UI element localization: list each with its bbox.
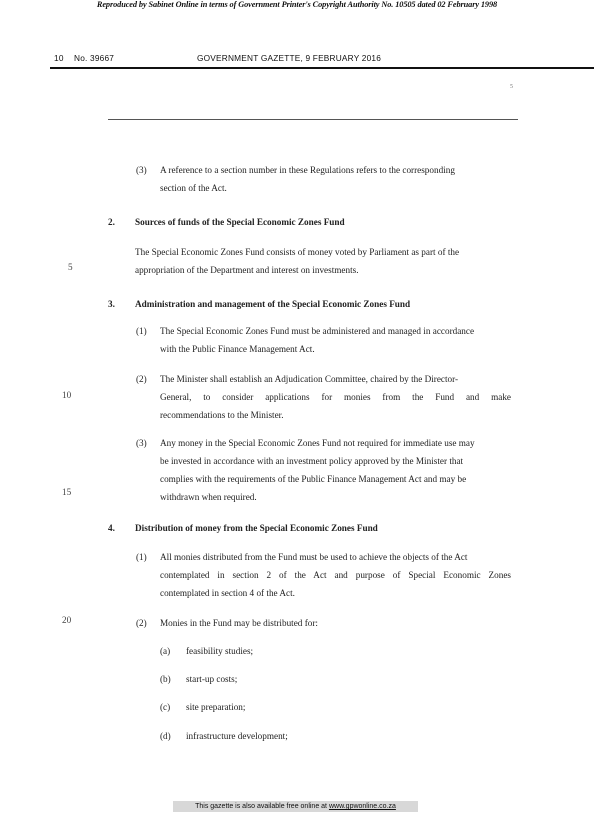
list-item-text: site preparation; bbox=[186, 702, 246, 712]
list-item-label: (b) bbox=[160, 674, 171, 684]
footer-text: This gazette is also available free online at bbox=[195, 803, 329, 810]
list-item-label: (d) bbox=[160, 731, 171, 741]
clause-text: complies with the requirements of the Public Finance Management Act and may be bbox=[160, 474, 467, 484]
clause-number: (3) bbox=[136, 165, 147, 175]
clause-number: (2) bbox=[136, 374, 147, 384]
clause-text: The Minister shall establish an Adjudication Committee, chaired by the Director- bbox=[160, 374, 459, 384]
header-page-number: 10 bbox=[54, 53, 64, 63]
footer-banner bbox=[173, 801, 418, 812]
section-number: 2. bbox=[108, 217, 115, 227]
header-gazette-title: GOVERNMENT GAZETTE, 9 FEBRUARY 2016 bbox=[197, 53, 382, 63]
header-gazette-number: No. 39667 bbox=[74, 53, 115, 63]
clause-text: The Special Economic Zones Fund must be administered and managed in accordance bbox=[160, 326, 475, 336]
page-marker: 5 bbox=[510, 84, 513, 90]
section-heading: Distribution of money from the Special Economic Zones Fund bbox=[135, 523, 378, 533]
clause-text: section of the Act. bbox=[160, 183, 227, 193]
list-item-text: start-up costs; bbox=[186, 674, 238, 684]
clause-text: contemplated in section 2 of the Act and purpose of Special Economic Zones bbox=[160, 570, 511, 580]
list-item-text: infrastructure development; bbox=[186, 731, 288, 741]
footer-link[interactable]: www.gpwonline.co.za bbox=[328, 803, 396, 810]
clause-text: A reference to a section number in these Regulations refers to the corresponding bbox=[160, 165, 455, 175]
list-item-label: (c) bbox=[160, 702, 171, 712]
clause-number: (1) bbox=[136, 552, 147, 562]
clause-text: be invested in accordance with an investment policy approved by the Minister that bbox=[160, 456, 464, 466]
clause-number: (3) bbox=[136, 438, 147, 448]
line-number: 10 bbox=[62, 390, 72, 400]
line-number: 5 bbox=[68, 262, 73, 272]
reproduction-notice: Reproduced by Sabinet Online in terms of Government Printer's Copyright Authority No. 10505 dated 02 February 1998 bbox=[96, 0, 498, 9]
clause-text: contemplated in section 4 of the Act. bbox=[160, 588, 295, 598]
section-number: 4. bbox=[108, 523, 115, 533]
top-rule bbox=[108, 119, 518, 120]
section-text: appropriation of the Department and interest on investments. bbox=[135, 265, 359, 275]
section-heading: Sources of funds of the Special Economic Zones Fund bbox=[135, 217, 345, 227]
clause-text: General, to consider applications for monies from the Fund and make bbox=[160, 392, 511, 402]
list-item-label: (a) bbox=[160, 646, 171, 656]
line-number: 15 bbox=[62, 487, 72, 497]
list-item-text: feasibility studies; bbox=[186, 646, 254, 656]
clause-text: All monies distributed from the Fund must be used to achieve the objects of the Act bbox=[160, 552, 468, 562]
clause-number: (1) bbox=[136, 326, 147, 336]
section-number: 3. bbox=[108, 299, 115, 309]
clause-text: recommendations to the Minister. bbox=[160, 410, 284, 420]
section-heading: Administration and management of the Special Economic Zones Fund bbox=[135, 299, 411, 309]
clause-text: Monies in the Fund may be distributed for: bbox=[160, 618, 318, 628]
clause-text: with the Public Finance Management Act. bbox=[160, 344, 315, 354]
clause-number: (2) bbox=[136, 618, 147, 628]
section-text: The Special Economic Zones Fund consists of money voted by Parliament as part of the bbox=[135, 247, 460, 257]
clause-text: withdrawn when required. bbox=[160, 492, 257, 502]
line-number: 20 bbox=[62, 615, 72, 625]
clause-text: Any money in the Special Economic Zones Fund not required for immediate use may bbox=[160, 438, 475, 448]
header-rule bbox=[50, 67, 594, 69]
